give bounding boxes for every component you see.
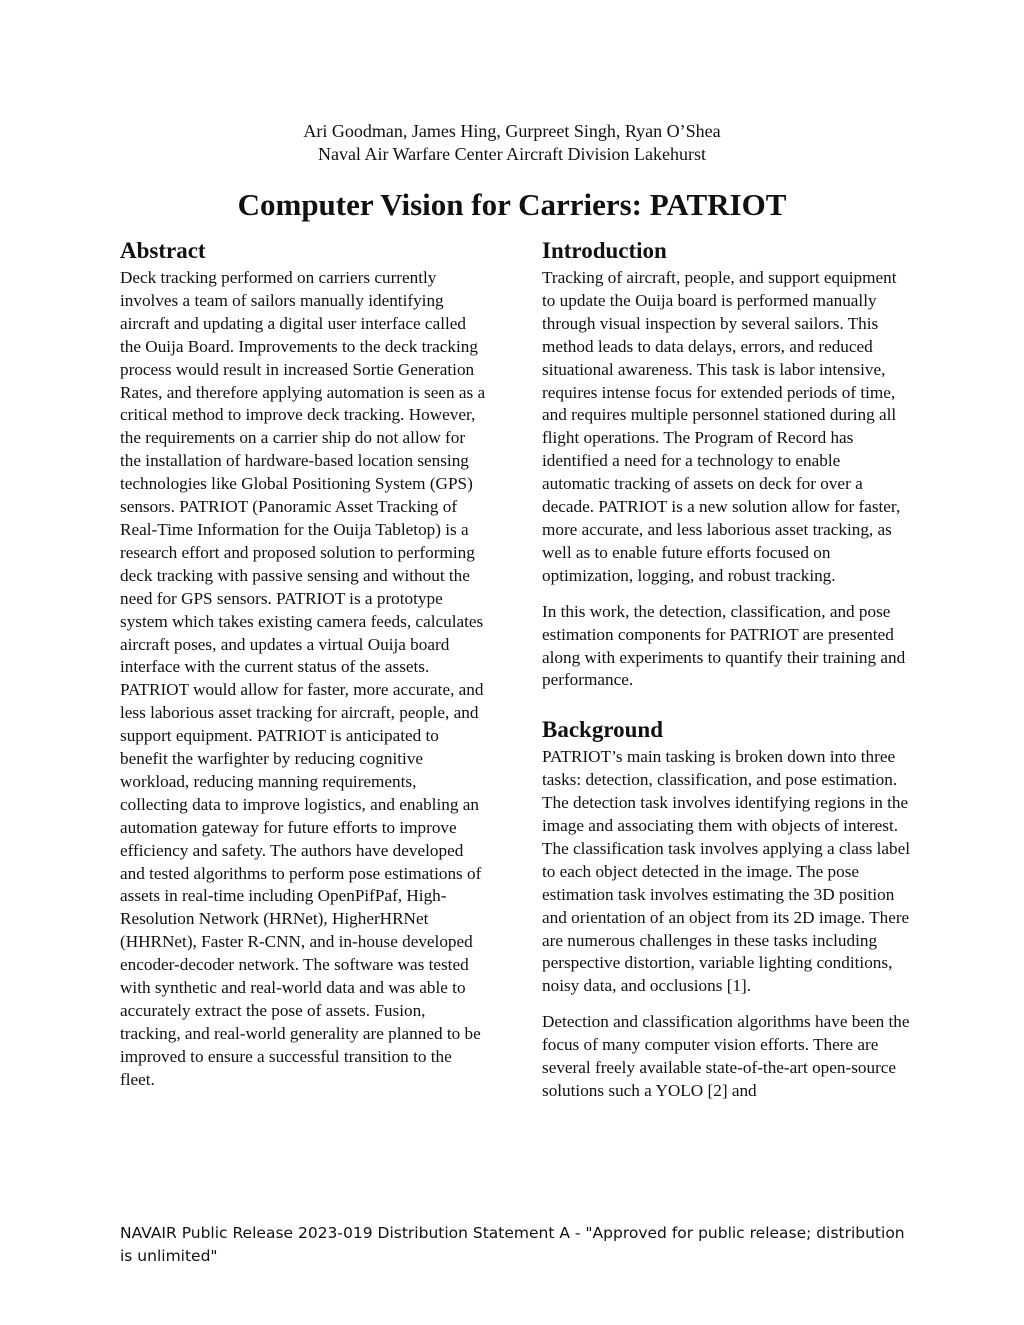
affiliation: Naval Air Warfare Center Aircraft Division Lakehurst (317, 144, 707, 164)
abstract-heading: Abstract (120, 238, 206, 263)
introduction-paragraph-1: Tracking of aircraft, people, and support equipment to update the Ouija board is performed manually through visual inspection by several sailors. This method leads to data delays, errors, and reduced situational awareness. This task is labor intensive, requires intense focus for extended periods of time, and requires multiple personnel stationed during all flight operations. The Program of Record has identified a need for a technology to enable automatic tracking of assets on deck for over a decade. PATRIOT is a new solution allow for faster, more accurate, and less laborious asset tracking, as well as to enable future efforts focused on optimization, logging, and robust tracking. (542, 268, 901, 585)
right-column (542, 237, 910, 1103)
paper-header (0, 120, 1024, 224)
authors: Ari Goodman, James Hing, Gurpreet Singh, Ryan O’Shea (303, 121, 721, 141)
background-heading: Background (542, 717, 664, 743)
release-statement-footer: NAVAIR Public Release 2023-019 Distribution Statement A - "Approved for public release; distribution is unlimited" (120, 1224, 905, 1265)
paper-title: Computer Vision for Carriers: PATRIOT (237, 187, 787, 222)
abstract-text: Deck tracking performed on carriers currently involves a team of sailors manually identifying aircraft and updating a digital user interface called the Ouija Board. Improvements to the deck tracking process would result in increased Sortie Generation Rates, and therefore applying automation is seen as a critical method to improve deck tracking. However, the requirements on a carrier ship do not allow for the installation of hardware-based location sensing technologies like Global Positioning System (GPS) sensors. PATRIOT (Panoramic Asset Tracking of Real-Time Information for the Ouija Tabletop) is a research effort and proposed solution to performing deck tracking with passive sensing and without the need for GPS sensors. PATRIOT is a prototype system which takes existing camera feeds, calculates aircraft poses, and updates a virtual Ouija board interface with the current status of the assets. PATRIOT would allow for faster, more accurate, and less laborious asset tracking for aircraft, people, and support equipment. PATRIOT is anticipated to benefit the warfighter by reducing cognitive workload, reducing manning requirements, collecting data to improve logistics, and enabling an automation gateway for future efforts to improve efficiency and safety. The authors have developed and tested algorithms to perform pose estimations of assets in real-time including OpenPifPaf, High-Resolution Network (HRNet), HigherHRNet (HHRNet), Faster R-CNN, and in-house developed encoder-decoder network. The software was tested with synthetic and real-world data and was able to accurately extract the pose of assets. Fusion, tracking, and real-world generality are planned to be improved to ensure a successful transition to the fleet. (120, 268, 486, 1089)
left-column (120, 237, 488, 1092)
introduction-heading: Introduction (542, 238, 667, 263)
introduction-paragraph-2: In this work, the detection, classification, and pose estimation components for PATRIOT are presented along with experiments to quantify their training and performance. (542, 601, 906, 690)
background-paragraph-2: Detection and classification algorithms have been the focus of many computer vision efforts. There are several freely available state-of-the-art open-source solutions such a YOLO [2] and (542, 1012, 910, 1100)
background-paragraph-1: PATRIOT’s main tasking is broken down into three tasks: detection, classification, and pose estimation. The detection task involves identifying regions in the image and associating them with objects of interest. The classification task involves applying a class label to each object detected in the image. The pose estimation task involves estimating the 3D position and orientation of an object from its 2D image. There are numerous challenges in these tasks including perspective distortion, variable lighting conditions, noisy data, and occlusions [1]. (542, 747, 910, 996)
